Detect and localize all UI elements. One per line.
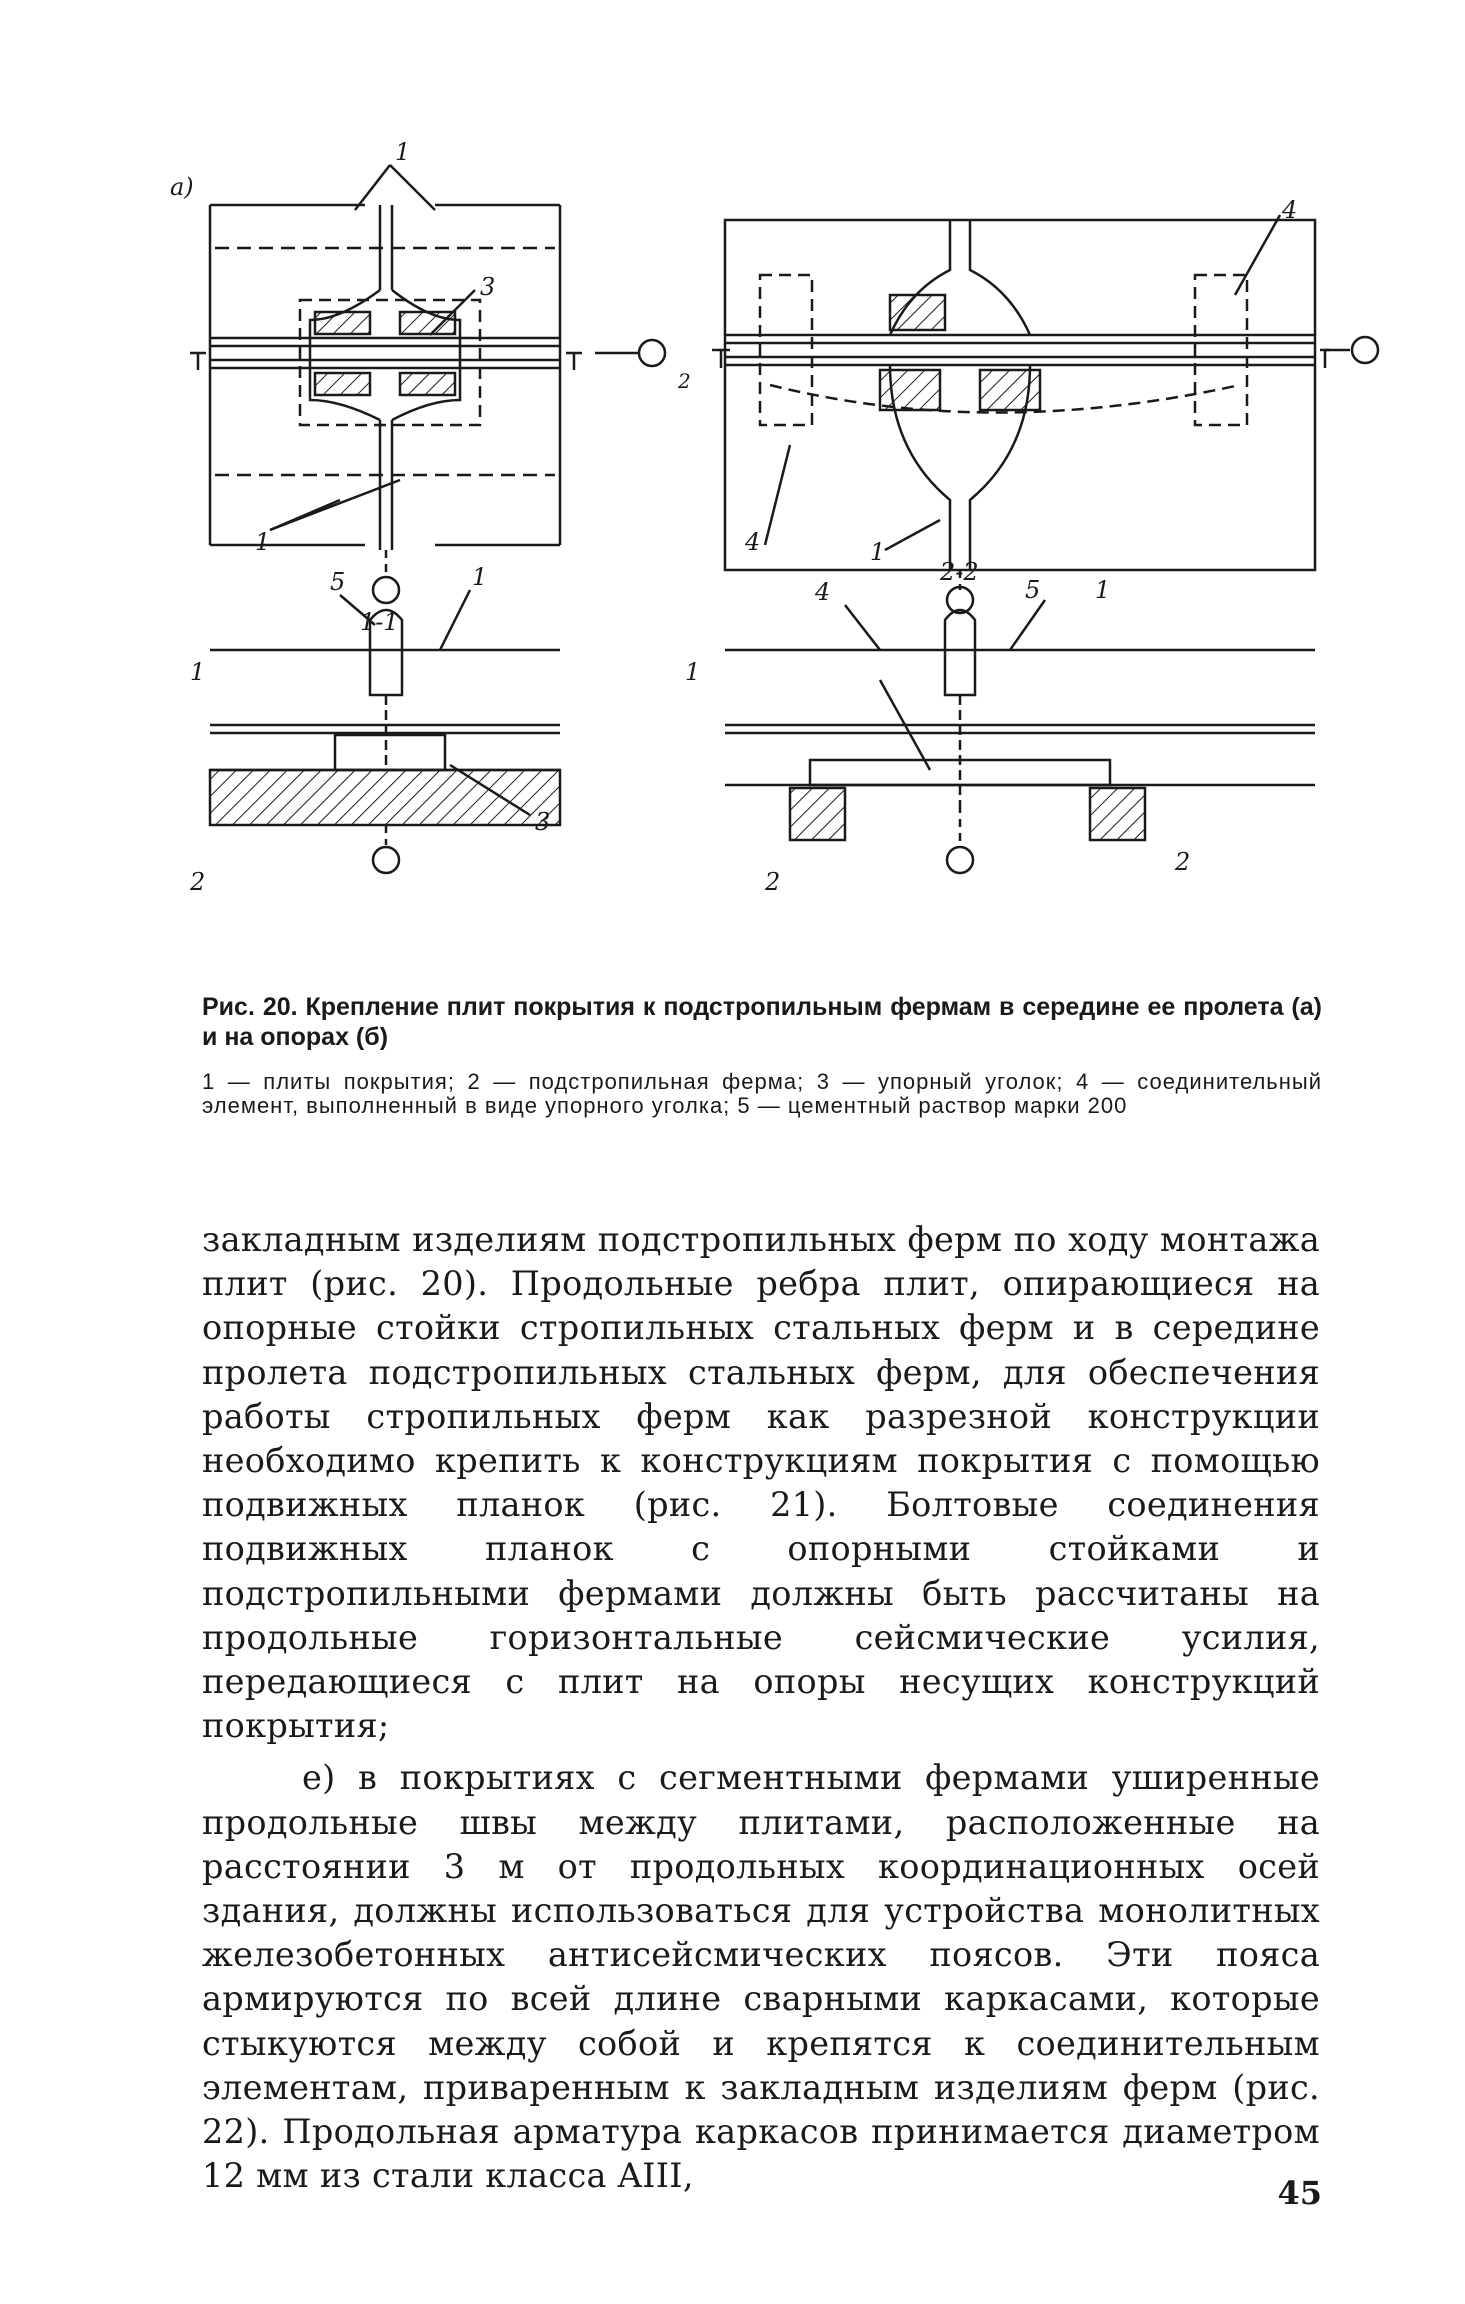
callout-1-plan-b: 1: [870, 538, 886, 566]
figure-caption: [202, 992, 1322, 1118]
callout-1-section-2-left: 1: [685, 658, 701, 686]
callout-4-section-2: 4: [815, 578, 831, 606]
callout-2-section-2-left: 2: [765, 868, 781, 896]
section-2-2: [725, 600, 1315, 873]
callout-4-plan-b: 4: [1282, 196, 1298, 224]
callout-4-plan-b-bottom: 4: [745, 528, 761, 556]
paragraph-1: закладным изделиям подстропильных ферм по ходу монтажа плит (рис. 20). Продольные ребра плит, опирающиеся на опорные стойки стропильных стальных ферм и в середине пролета подстропильных стальных ферм, для обеспечения работы стропильных ферм как разрезной конструкции необходимо крепить к конструкциям покрытия с помощью подвижных планок (рис. 21). Болтовые соединения подвижных планок с опорными стойками и подстропильными фермами должны быть рассчитаны на продольные горизонтальные сейсмические усилия, передающиеся с плит на опоры несущих конструкций покрытия;: [202, 1220, 1320, 1746]
section-2-2-label: 2-2: [940, 558, 979, 586]
paragraph-2: е) в покрытиях с сегментными фермами уширенные продольные швы между плитами, расположенные на расстоянии 3 м от продольных координационных осей здания, должны использоваться для устройства монолитных железобетонных антисейсмических поясов. Эти пояса армируются по всей длине сварными каркасами, которые стыкуются между собой и крепятся к соединительным элементам, приваренным к закладным изделиям ферм (рис. 22). Продольная арматура каркасов принимается диаметром 12 мм из стали класса AIII,: [202, 1758, 1320, 2196]
figure-20: [170, 120, 1330, 980]
callout-1-plan-a: 1: [395, 138, 411, 166]
callout-1-plan-a-bottom: 1: [255, 528, 271, 556]
panel-a-label: а): [170, 173, 194, 201]
callout-5-section-1: 5: [330, 568, 346, 596]
callout-5-section-2: 5: [1025, 576, 1041, 604]
callout-2-section-1: 2: [190, 868, 206, 896]
callout-1-section-1-left: 1: [190, 658, 206, 686]
body-text: [202, 1218, 1320, 2198]
callout-2-section-2-right: 2: [1175, 848, 1191, 876]
plan-b: [712, 215, 1378, 613]
caption-legend: 1 — плиты покрытия; 2 — подстропильная ферма; 3 — упорный уголок; 4 — соединительный элемент, выполненный в виде упорного уголка; 5 — цементный раствор марки 200: [202, 1069, 1322, 1118]
callout-3-plan-a: 3: [480, 273, 496, 301]
caption-title: Рис. 20. Крепление плит покрытия к подстропильным фермам в середине ее пролета (а) и на опорах (б): [202, 993, 1322, 1051]
callout-2-plan-b: 2: [678, 369, 691, 393]
callout-1-section-1: 1: [472, 563, 488, 591]
section-1-1-label: 1-1: [360, 608, 399, 636]
callout-1-section-2: 1: [1095, 576, 1111, 604]
callout-3-section-1: 3: [535, 808, 551, 836]
figure-drawing: [170, 120, 1330, 980]
page-number: 45: [1277, 2174, 1322, 2212]
